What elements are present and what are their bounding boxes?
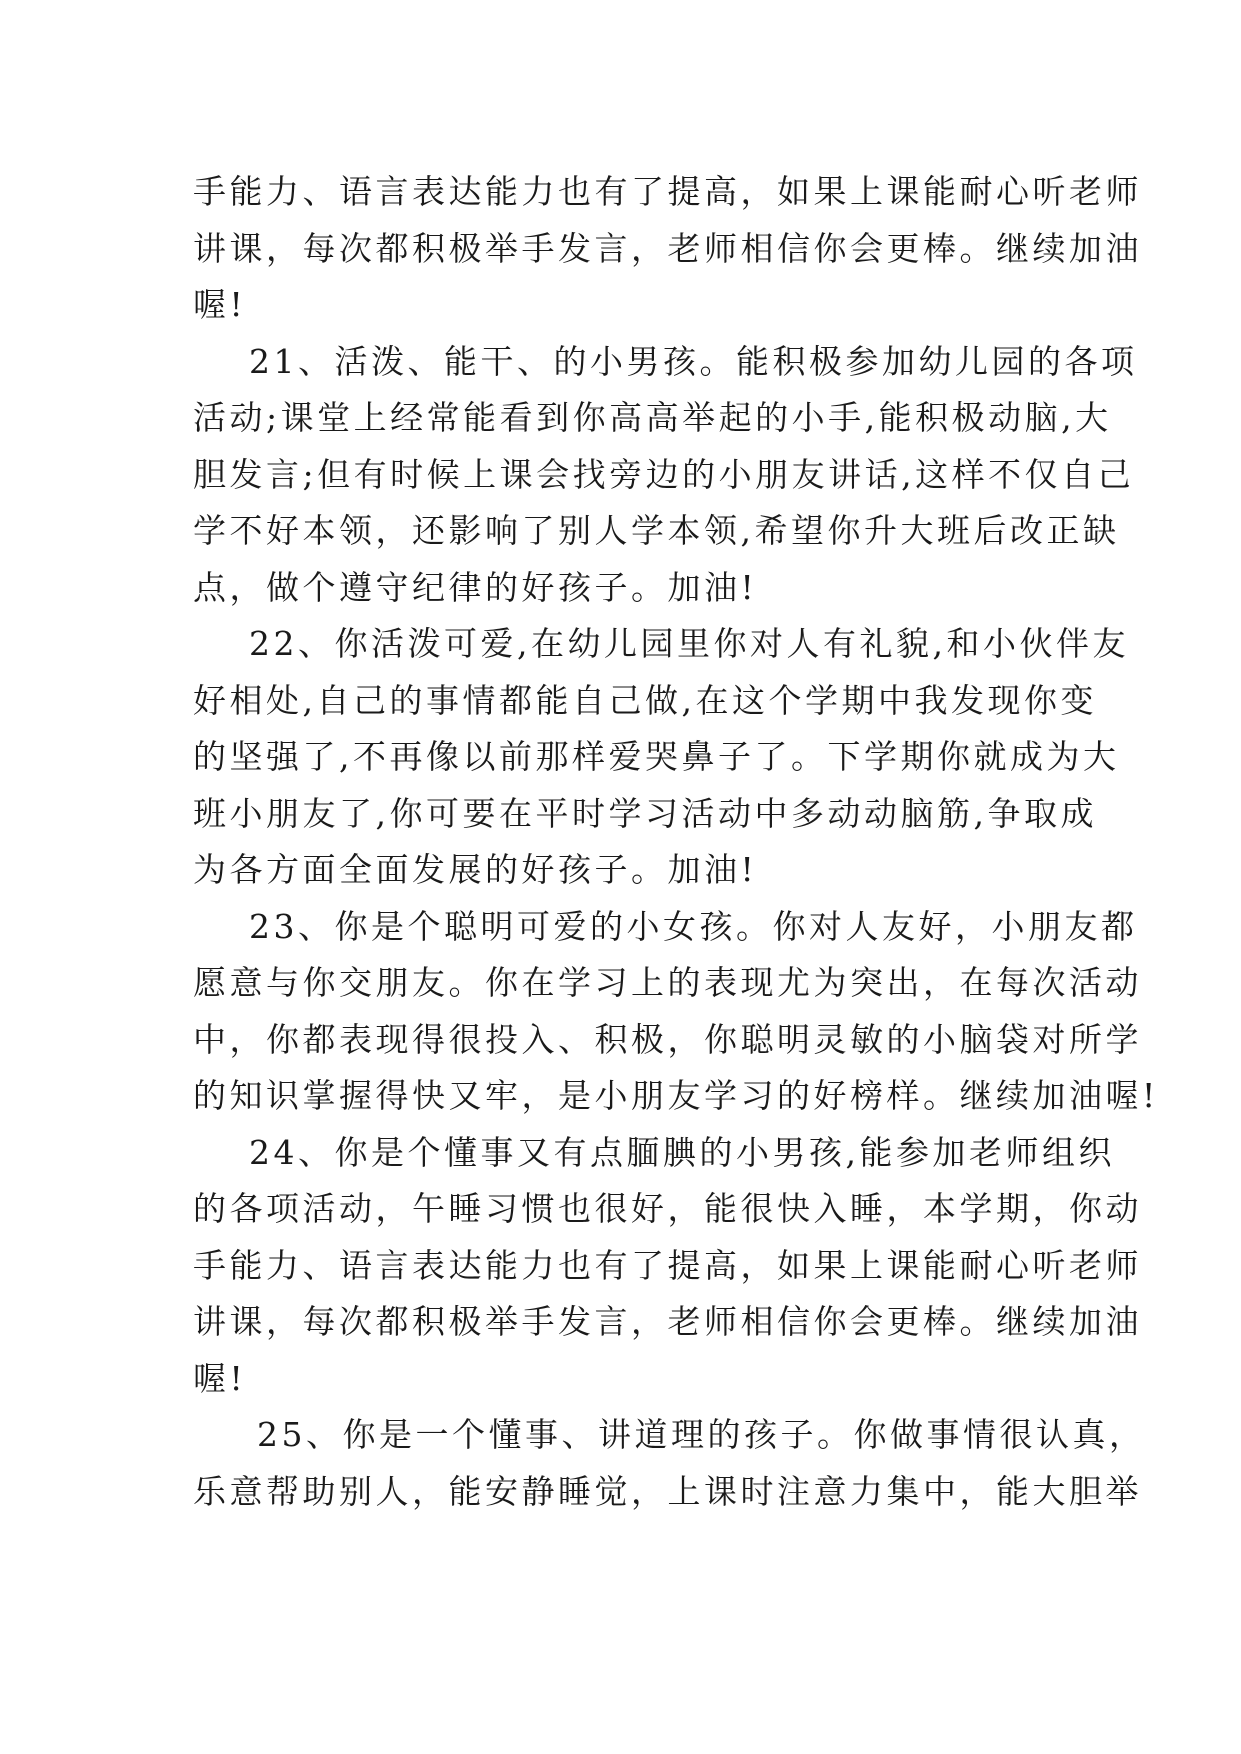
paragraph-line: 活动;课堂上经常能看到你高高举起的小手,能积极动脑,大 xyxy=(193,398,1112,437)
paragraph-first-line: 22、你活泼可爱,在幼儿园里你对人有礼貌,和小伙伴友 xyxy=(249,624,1129,663)
paragraph-line: 喔! xyxy=(193,1358,247,1398)
paragraph-line: 手能力、语言表达能力也有了提高，如果上课能耐心听老师 xyxy=(193,1245,1142,1285)
paragraph-first-line: 21、活泼、能干、的小男孩。能积极参加幼儿园的各项 xyxy=(249,341,1138,381)
paragraph-line: 喔! xyxy=(193,285,247,324)
paragraph-line: 的知识掌握得快又牢，是小朋友学习的好榜样。继续加油喔! xyxy=(193,1076,1159,1115)
paragraph-line: 班小朋友了,你可要在平时学习活动中多动动脑筋,争取成 xyxy=(193,793,1097,833)
paragraph-line: 的坚强了,不再像以前那样爱哭鼻子了。下学期你就成为大 xyxy=(193,737,1120,776)
paragraph-line: 点，做个遵守纪律的好孩子。加油! xyxy=(193,567,758,607)
paragraph-first-line: 25、你是一个懂事、讲道理的孩子。你做事情很认真， xyxy=(257,1415,1146,1454)
paragraph-line: 讲课，每次都积极举手发言，老师相信你会更棒。继续加油 xyxy=(193,1302,1142,1341)
paragraph-line: 中，你都表现得很投入、积极，你聪明灵敏的小脑袋对所学 xyxy=(193,1019,1142,1059)
paragraph-line: 的各项活动，午睡习惯也很好，能很快入睡，本学期，你动 xyxy=(193,1189,1142,1228)
paragraph-line: 学不好本领，还影响了别人学本领,希望你升大班后改正缺 xyxy=(193,511,1120,550)
paragraph-line: 好相处,自己的事情都能自己做,在这个学期中我发现你变 xyxy=(193,680,1097,720)
paragraph-first-line: 23、你是个聪明可爱的小女孩。你对人友好，小朋友都 xyxy=(249,906,1138,946)
paragraph-line: 手能力、语言表达能力也有了提高，如果上课能耐心听老师 xyxy=(193,172,1142,211)
paragraph-line: 愿意与你交朋友。你在学习上的表现尤为突出，在每次活动 xyxy=(193,963,1142,1002)
paragraph-line: 为各方面全面发展的好孩子。加油! xyxy=(193,850,758,889)
paragraph-first-line: 24、你是个懂事又有点腼腆的小男孩,能参加老师组织 xyxy=(249,1132,1115,1172)
document-body xyxy=(193,164,1159,1520)
paragraph-line: 讲课，每次都积极举手发言，老师相信你会更棒。继续加油 xyxy=(193,228,1142,268)
paragraph-line: 乐意帮助别人，能安静睡觉，上课时注意力集中，能大胆举 xyxy=(193,1471,1142,1511)
paragraph-line: 胆发言;但有时候上课会找旁边的小朋友讲话,这样不仅自己 xyxy=(193,454,1135,494)
